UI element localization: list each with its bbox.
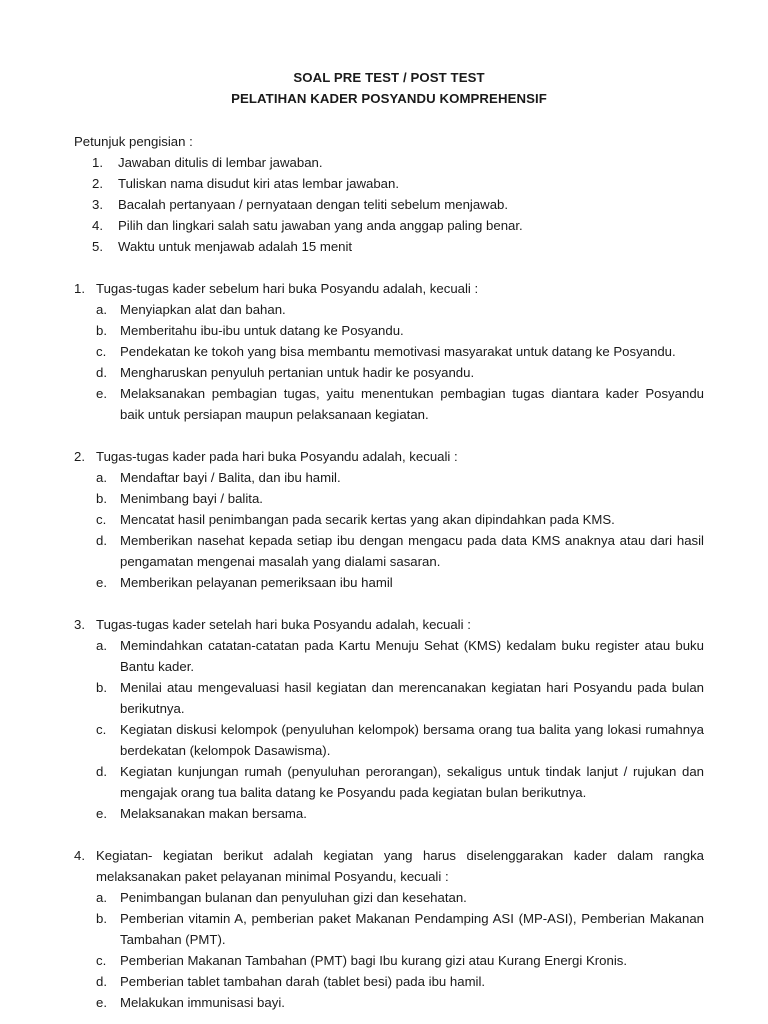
option-marker: b. — [96, 911, 107, 926]
question-stem — [74, 446, 704, 467]
answer-option[interactable] — [74, 887, 704, 908]
instructions-heading: Petunjuk pengisian : — [74, 134, 193, 149]
question-stem — [74, 614, 704, 635]
instruction-text: Bacalah pertanyaan / pernyataan dengan teliti sebelum menjawab. — [118, 197, 509, 212]
option-marker: e. — [96, 386, 107, 401]
option-text: Mencatat hasil penimbangan pada secarik kertas yang akan dipindahkan pada KMS. — [120, 512, 615, 527]
question-text: Tugas-tugas kader setelah hari buka Posyandu adalah, kecuali : — [96, 617, 471, 632]
option-text: Kegiatan diskusi kelompok (penyuluhan kelompok) bersama orang tua balita yang lokasi rumahnya berdekatan (kelompok Dasawisma). — [120, 722, 704, 758]
question-stem — [74, 278, 704, 299]
answer-option[interactable] — [74, 320, 704, 341]
instruction-marker: 2. — [92, 176, 103, 191]
option-text: Melaksanakan makan bersama. — [120, 806, 307, 821]
document-title-line-2: PELATIHAN KADER POSYANDU KOMPREHENSIF — [231, 90, 547, 106]
option-marker: a. — [96, 302, 107, 317]
question-marker: 2. — [74, 449, 85, 464]
option-marker: e. — [96, 806, 107, 821]
option-text: Memberikan nasehat kepada setiap ibu dengan mengacu pada data KMS anaknya atau dari hasil pengamatan mengenai masalah yang dialami sasaran. — [120, 533, 704, 569]
option-marker: e. — [96, 995, 107, 1010]
answer-option[interactable] — [74, 761, 704, 803]
instruction-item — [74, 236, 704, 257]
answer-option[interactable] — [74, 803, 704, 824]
option-text: Pendekatan ke tokoh yang bisa membantu memotivasi masyarakat untuk datang ke Posyandu. — [120, 344, 676, 359]
answer-option[interactable] — [74, 572, 704, 593]
question-marker: 3. — [74, 617, 85, 632]
question-block — [74, 845, 704, 1013]
answer-option[interactable] — [74, 635, 704, 677]
answer-option[interactable] — [74, 908, 704, 950]
answer-option[interactable] — [74, 467, 704, 488]
option-marker: a. — [96, 638, 107, 653]
option-text: Melaksanakan pembagian tugas, yaitu menentukan pembagian tugas diantara kader Posyandu baik untuk persiapan maupun pelaksanaan kegiatan. — [120, 386, 704, 422]
instruction-item — [74, 152, 704, 173]
instruction-marker: 3. — [92, 197, 103, 212]
answer-option[interactable] — [74, 530, 704, 572]
question-block — [74, 278, 704, 425]
question-marker: 4. — [74, 848, 85, 863]
instruction-marker: 1. — [92, 155, 103, 170]
option-text: Menimbang bayi / balita. — [120, 491, 263, 506]
option-text: Memindahkan catatan-catatan pada Kartu Menuju Sehat (KMS) kedalam buku register atau buku Bantu kader. — [120, 638, 704, 674]
answer-option[interactable] — [74, 299, 704, 320]
answer-option[interactable] — [74, 719, 704, 761]
question-text: Tugas-tugas kader sebelum hari buka Posyandu adalah, kecuali : — [96, 281, 479, 296]
option-marker: a. — [96, 890, 107, 905]
option-marker: c. — [96, 344, 107, 359]
answer-option[interactable] — [74, 971, 704, 992]
option-text: Melakukan immunisasi bayi. — [120, 995, 285, 1010]
instruction-item — [74, 173, 704, 194]
instruction-marker: 5. — [92, 239, 103, 254]
option-text: Pemberian vitamin A, pemberian paket Makanan Pendamping ASI (MP-ASI), Pemberian Makanan Tambahan (PMT). — [120, 911, 704, 947]
option-text: Pemberian Makanan Tambahan (PMT) bagi Ibu kurang gizi atau Kurang Energi Kronis. — [120, 953, 628, 968]
option-text: Menyiapkan alat dan bahan. — [120, 302, 286, 317]
instruction-text: Pilih dan lingkari salah satu jawaban yang anda anggap paling benar. — [118, 218, 523, 233]
answer-option[interactable] — [74, 341, 704, 362]
option-marker: b. — [96, 491, 107, 506]
option-text: Memberikan pelayanan pemeriksaan ibu hamil — [120, 575, 393, 590]
answer-option[interactable] — [74, 992, 704, 1013]
option-marker: d. — [96, 974, 107, 989]
question-text: Tugas-tugas kader pada hari buka Posyandu adalah, kecuali : — [96, 449, 458, 464]
instruction-text: Waktu untuk menjawab adalah 15 menit — [118, 239, 353, 254]
question-marker: 1. — [74, 281, 85, 296]
option-marker: d. — [96, 533, 107, 548]
answer-option[interactable] — [74, 383, 704, 425]
answer-option[interactable] — [74, 509, 704, 530]
option-marker: a. — [96, 470, 107, 485]
document-title-line-1: SOAL PRE TEST / POST TEST — [293, 70, 485, 85]
answer-option[interactable] — [74, 950, 704, 971]
option-text: Menilai atau mengevaluasi hasil kegiatan dan merencanakan kegiatan hari Posyandu pada bulan berikutnya. — [120, 680, 704, 716]
option-marker: b. — [96, 323, 107, 338]
option-text: Mengharuskan penyuluh pertanian untuk hadir ke posyandu. — [120, 365, 475, 380]
option-text: Kegiatan kunjungan rumah (penyuluhan perorangan), sekaligus untuk tindak lanjut / rujukan dan mengajak orang tua balita datang ke Posyandu pada kegiatan bulan berikutnya. — [120, 764, 704, 800]
instruction-item — [74, 215, 704, 236]
answer-option[interactable] — [74, 362, 704, 383]
option-marker: b. — [96, 680, 107, 695]
option-marker: e. — [96, 575, 107, 590]
question-block — [74, 446, 704, 593]
instruction-marker: 4. — [92, 218, 103, 233]
answer-option[interactable] — [74, 488, 704, 509]
option-text: Pemberian tablet tambahan darah (tablet besi) pada ibu hamil. — [120, 974, 486, 989]
option-marker: c. — [96, 722, 107, 737]
option-marker: c. — [96, 953, 107, 968]
instruction-text: Jawaban ditulis di lembar jawaban. — [118, 155, 323, 170]
instruction-item — [74, 194, 704, 215]
option-text: Penimbangan bulanan dan penyuluhan gizi dan kesehatan. — [120, 890, 467, 905]
option-text: Memberitahu ibu-ibu untuk datang ke Posyandu. — [120, 323, 404, 338]
instructions-list — [74, 152, 704, 257]
option-marker: d. — [96, 764, 107, 779]
instruction-text: Tuliskan nama disudut kiri atas lembar jawaban. — [118, 176, 399, 191]
answer-option[interactable] — [74, 677, 704, 719]
question-block — [74, 614, 704, 824]
option-text: Mendaftar bayi / Balita, dan ibu hamil. — [120, 470, 341, 485]
question-stem — [74, 845, 704, 887]
question-text: Kegiatan- kegiatan berikut adalah kegiatan yang harus diselenggarakan kader dalam rangka melaksanakan paket pelayanan minimal Posyandu, kecuali : — [96, 848, 704, 884]
option-marker: c. — [96, 512, 107, 527]
option-marker: d. — [96, 365, 107, 380]
